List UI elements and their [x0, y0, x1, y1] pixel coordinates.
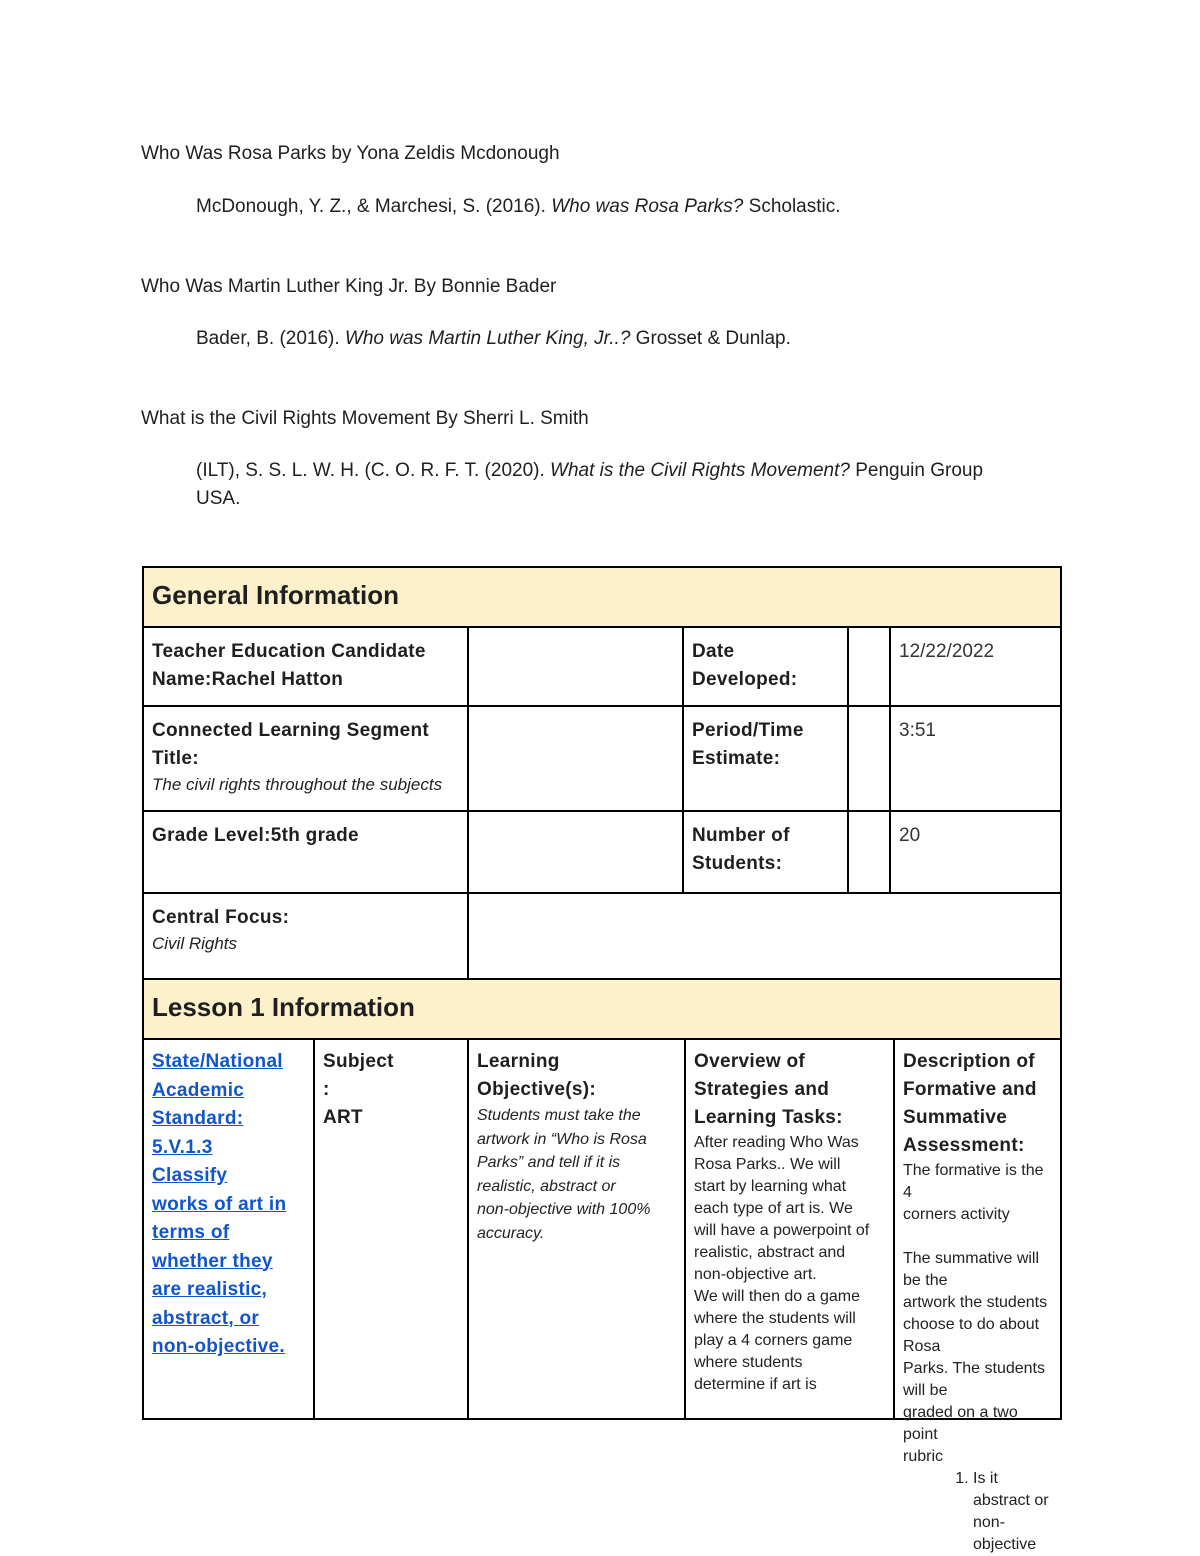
date-label-2: Developed: [692, 669, 798, 690]
overview-text: After reading Who Was [694, 1134, 859, 1151]
overview-text: Rosa Parks.. We will [694, 1156, 841, 1173]
date-developed-cell [683, 627, 890, 706]
rubric-list [903, 1468, 1052, 1556]
reference-3-title: What is the Civil Rights Movement By Sherri L. Smith [141, 408, 589, 429]
summative-text: artwork the students [903, 1294, 1048, 1311]
objective-text: Students must take the [477, 1107, 641, 1124]
subject-cell [314, 1039, 468, 1419]
subject-label: Subject [323, 1051, 394, 1072]
date-value: 12/22/2022 [899, 641, 995, 662]
period-label-2: Estimate: [692, 748, 781, 769]
reference-1-citation: McDonough, Y. Z., & Marchesi, S. (2016). Who was Rosa Parks? Scholastic. [196, 196, 841, 217]
reference-2-citation: Bader, B. (2016). Who was Martin Luther King, Jr..? Grosset & Dunlap. [196, 328, 791, 349]
period-label: Period/Time [692, 720, 804, 741]
formative-text: corners activity [903, 1206, 1010, 1223]
empty-cell [468, 706, 683, 811]
students-label-2: Students: [692, 853, 783, 874]
standard-cell[interactable] [143, 1039, 314, 1419]
candidate-name: Name:Rachel Hatton [152, 669, 344, 690]
overview-text: determine if art is [694, 1376, 817, 1393]
overview-text: where students [694, 1354, 803, 1371]
candidate-name-cell [143, 627, 468, 706]
candidate-label: Teacher Education Candidate [152, 641, 426, 662]
empty-cell [468, 627, 683, 706]
overview-text: realistic, abstract and [694, 1244, 846, 1261]
summative-text: Parks. The students will be [903, 1360, 1045, 1399]
segment-title-cell [143, 706, 468, 811]
grade-level-cell [143, 811, 468, 893]
assessment-label: Description of [903, 1051, 1035, 1072]
rubric-item: 1. Is it abstract or non-objective [973, 1468, 1052, 1556]
standard-link-line[interactable]: works of art in [152, 1193, 287, 1215]
summative-text: choose to do about Rosa [903, 1316, 1040, 1355]
grade-level: Grade Level:5th grade [152, 825, 359, 846]
standard-link-line[interactable]: whether they [152, 1250, 273, 1272]
standard-link-line[interactable]: are realistic, [152, 1279, 268, 1300]
formative-text: The formative is the 4 [903, 1162, 1044, 1201]
period-cell [683, 706, 890, 811]
assessment-label: Assessment: [903, 1135, 1025, 1156]
lesson-plan-table [142, 566, 1062, 1553]
segment-label-2: Title: [152, 748, 199, 769]
central-focus-value: Civil Rights [152, 934, 238, 953]
reference-2-title: Who Was Martin Luther King Jr. By Bonnie Bader [141, 276, 557, 297]
standard-link-line[interactable]: 5.V.1.3 [152, 1136, 213, 1158]
overview-text: We will then do a game [694, 1288, 861, 1305]
overview-label: Learning Tasks: [694, 1107, 843, 1128]
spacer [903, 1226, 1052, 1248]
overview-text: where the students will [694, 1310, 856, 1327]
students-value-cell [890, 811, 1061, 893]
objective-text: Parks” and tell if it is [477, 1154, 621, 1171]
objective-label: Learning [477, 1051, 560, 1072]
summative-text: The summative will be the [903, 1250, 1040, 1289]
objective-text: artwork in “Who is Rosa [477, 1130, 647, 1148]
standard-link-line[interactable]: non-objective. [152, 1336, 285, 1357]
summative-text: graded on a two point [903, 1404, 1018, 1443]
subject-colon: : [323, 1079, 330, 1100]
subject-value: ART [323, 1107, 363, 1128]
standard-link-line[interactable]: Classify [152, 1165, 228, 1186]
summative-text: rubric [903, 1448, 944, 1465]
date-value-cell [890, 627, 1061, 706]
objective-text: accuracy. [477, 1224, 545, 1242]
date-label: Date [692, 641, 735, 662]
lesson-detail-cells [468, 1039, 1061, 1553]
overview-label: Strategies and [694, 1079, 830, 1100]
general-info-heading: General Information [143, 567, 1061, 627]
lesson1-heading: Lesson 1 Information [143, 979, 1061, 1039]
students-label: Number of [692, 825, 790, 846]
standard-link-line[interactable]: Standard: [152, 1108, 244, 1129]
overview-text: non-objective art. [694, 1266, 817, 1283]
period-value: 3:51 [899, 720, 936, 741]
overview-text: each type of art is. We [694, 1200, 853, 1217]
central-focus-cell [143, 893, 468, 979]
students-cell [683, 811, 890, 893]
empty-cell [468, 893, 1061, 979]
objective-label: Objective(s): [477, 1079, 596, 1100]
students-value: 20 [899, 825, 921, 846]
overview-text: start by learning what [694, 1178, 847, 1195]
overview-text: play a 4 corners game [694, 1332, 853, 1349]
period-value-cell [890, 706, 1061, 811]
reference-3-citation: (ILT), S. S. L. W. H. (C. O. R. F. T. (2020). What is the Civil Rights Movement? Penguin Group USA. [196, 460, 984, 509]
assessment-label: Summative [903, 1107, 1008, 1128]
overview-text: will have a powerpoint of [694, 1222, 870, 1239]
standard-link-line[interactable]: State/National [152, 1051, 283, 1072]
standard-link-line[interactable]: abstract, or [152, 1307, 260, 1329]
objective-text: non-objective with 100% [477, 1201, 651, 1218]
assessment-label: Formative and [903, 1079, 1037, 1100]
segment-title: The civil rights throughout the subjects [152, 775, 443, 794]
standard-link-line[interactable]: Academic [152, 1079, 245, 1101]
central-focus-label: Central Focus: [152, 907, 290, 928]
overview-label: Overview of [694, 1051, 806, 1072]
empty-cell [468, 811, 683, 893]
reference-1-title: Who Was Rosa Parks by Yona Zeldis Mcdonough [141, 143, 560, 164]
segment-label: Connected Learning Segment [152, 720, 430, 741]
standard-link-line[interactable]: terms of [152, 1222, 230, 1243]
objective-text: realistic, abstract or [477, 1177, 616, 1195]
